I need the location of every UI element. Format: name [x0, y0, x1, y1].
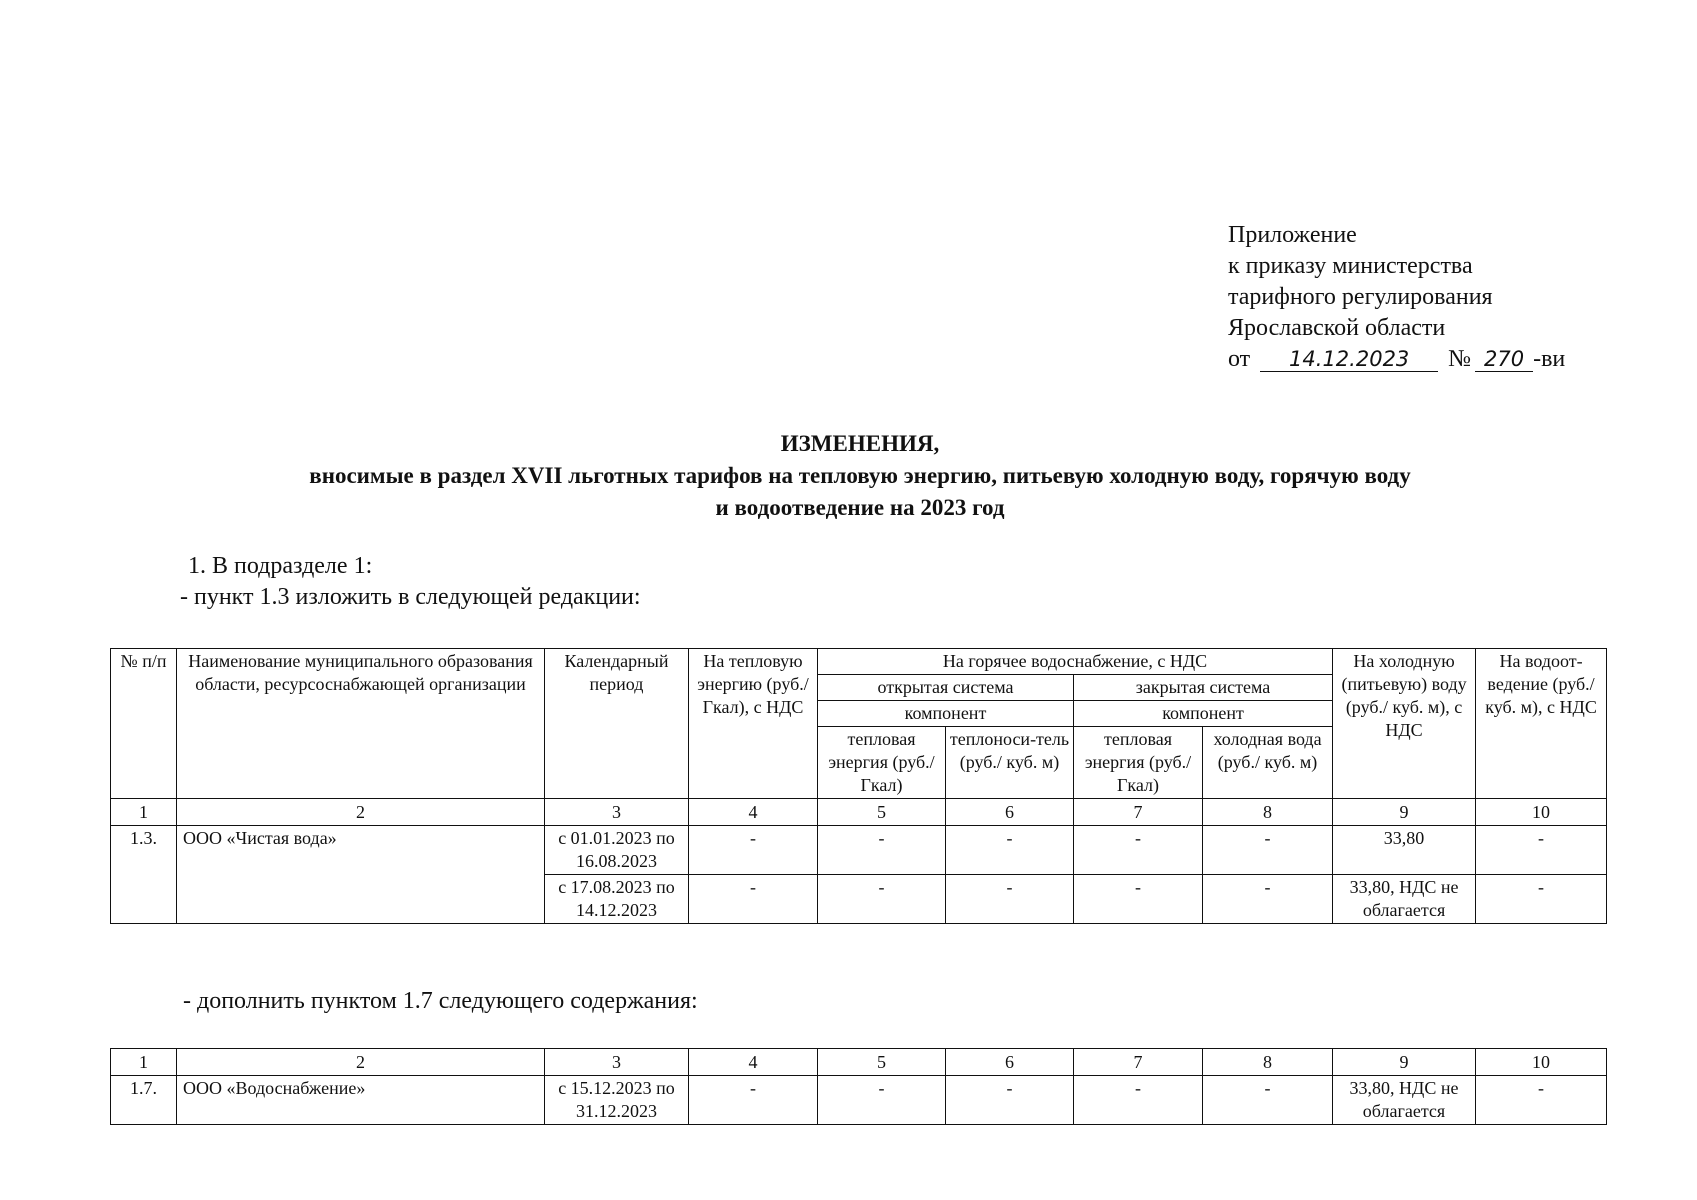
- approval-date-line: [1228, 344, 1565, 375]
- row-cell: -: [818, 1076, 946, 1125]
- column-number: 9: [1333, 1049, 1476, 1076]
- order-number: 270: [1475, 347, 1533, 372]
- row-cell: -: [1203, 1076, 1333, 1125]
- row-cell: -: [818, 875, 946, 924]
- column-number: 1: [111, 799, 177, 826]
- column-number: 10: [1476, 1049, 1607, 1076]
- title-subline: и водоотведение на 2023 год: [715, 495, 1005, 520]
- column-number: 6: [946, 799, 1074, 826]
- row-cell: -: [946, 826, 1074, 875]
- header-heat-energy: На тепловую энергию (руб./Гкал), с НДС: [689, 649, 818, 799]
- header-heat-energy-open: тепловая энергия (руб./Гкал): [818, 727, 946, 799]
- approval-block: [1228, 220, 1565, 375]
- row-organization: ООО «Водоснабжение»: [177, 1076, 545, 1125]
- column-number: 3: [545, 1049, 689, 1076]
- header-no: № п/п: [111, 649, 177, 799]
- header-heat-energy-closed: тепловая энергия (руб./Гкал): [1074, 727, 1203, 799]
- column-number: 4: [689, 1049, 818, 1076]
- number-sign: №: [1448, 346, 1472, 372]
- approval-line: к приказу министерства: [1228, 253, 1473, 279]
- header-closed-system: закрытая система: [1074, 675, 1333, 701]
- row-cell: -: [1203, 826, 1333, 875]
- header-cold-water: На холодную (питьевую) воду (руб./ куб. м), с НДС: [1333, 649, 1476, 799]
- paragraph-item-1-7: - дополнить пунктом 1.7 следующего содержания:: [183, 988, 698, 1014]
- header-period: Календарный период: [545, 649, 689, 799]
- paragraph-subsection: 1. В подразделе 1:: [188, 553, 373, 579]
- column-number: 8: [1203, 1049, 1333, 1076]
- column-number: 5: [818, 1049, 946, 1076]
- row-cell: -: [1476, 826, 1607, 875]
- column-number: 2: [177, 799, 545, 826]
- column-number-row: [111, 1049, 1607, 1076]
- header-component-open: компонент: [818, 701, 1074, 727]
- row-cell: -: [689, 875, 818, 924]
- column-number: 5: [818, 799, 946, 826]
- order-suffix: -ви: [1533, 346, 1566, 372]
- row-no: 1.7.: [111, 1076, 177, 1125]
- column-number: 10: [1476, 799, 1607, 826]
- from-label: от: [1228, 346, 1251, 372]
- column-number: 2: [177, 1049, 545, 1076]
- header-heat-carrier: теплоноси-тель (руб./ куб. м): [946, 727, 1074, 799]
- row-cell: -: [946, 1076, 1074, 1125]
- row-cell: -: [818, 826, 946, 875]
- title-heading: ИЗМЕНЕНИЯ,: [780, 431, 940, 456]
- row-cell: -: [1074, 826, 1203, 875]
- column-number-row: [111, 799, 1607, 826]
- row-organization: ООО «Чистая вода»: [177, 826, 545, 924]
- row-no: 1.3.: [111, 826, 177, 924]
- approval-line: Ярославской области: [1228, 315, 1446, 341]
- row-cell: -: [1074, 875, 1203, 924]
- column-number: 3: [545, 799, 689, 826]
- approval-line: Приложение: [1228, 222, 1357, 248]
- row-period: с 01.01.2023 по 16.08.2023: [545, 826, 689, 875]
- header-drainage: На водоот-ведение (руб./ куб. м), с НДС: [1476, 649, 1607, 799]
- row-cell: -: [689, 1076, 818, 1125]
- approval-line: тарифного регулирования: [1228, 284, 1493, 310]
- row-cold-water-tariff: 33,80, НДС не облагается: [1333, 875, 1476, 924]
- row-period: с 15.12.2023 по 31.12.2023: [545, 1076, 689, 1125]
- column-number: 7: [1074, 1049, 1203, 1076]
- row-cell: -: [1203, 875, 1333, 924]
- column-number: 4: [689, 799, 818, 826]
- header-name: Наименование муниципального образования области, ресурсоснабжающей организации: [177, 649, 545, 799]
- column-number: 1: [111, 1049, 177, 1076]
- table-row: [111, 826, 1607, 875]
- row-cold-water-tariff: 33,80, НДС не облагается: [1333, 1076, 1476, 1125]
- order-date: 14.12.2023: [1260, 347, 1438, 372]
- row-cell: -: [689, 826, 818, 875]
- tariff-table-1-3: [110, 648, 1607, 924]
- document-title: [160, 428, 1560, 524]
- row-cell: -: [1476, 875, 1607, 924]
- header-open-system: открытая система: [818, 675, 1074, 701]
- table-row: [111, 1076, 1607, 1125]
- title-subline: вносимые в раздел XVII льготных тарифов на тепловую энергию, питьевую холодную воду, горячую воду: [309, 463, 1411, 488]
- column-number: 8: [1203, 799, 1333, 826]
- row-cell: -: [1476, 1076, 1607, 1125]
- column-number: 7: [1074, 799, 1203, 826]
- tariff-table-1-7: [110, 1048, 1607, 1125]
- column-number: 6: [946, 1049, 1074, 1076]
- row-period: с 17.08.2023 по 14.12.2023: [545, 875, 689, 924]
- header-cold-water-component: холодная вода (руб./ куб. м): [1203, 727, 1333, 799]
- column-number: 9: [1333, 799, 1476, 826]
- row-cell: -: [1074, 1076, 1203, 1125]
- row-cold-water-tariff: 33,80: [1333, 826, 1476, 875]
- row-cell: -: [946, 875, 1074, 924]
- header-component-closed: компонент: [1074, 701, 1333, 727]
- header-hot-water: На горячее водоснабжение, с НДС: [818, 649, 1333, 675]
- paragraph-item-1-3: - пункт 1.3 изложить в следующей редакции:: [180, 584, 641, 610]
